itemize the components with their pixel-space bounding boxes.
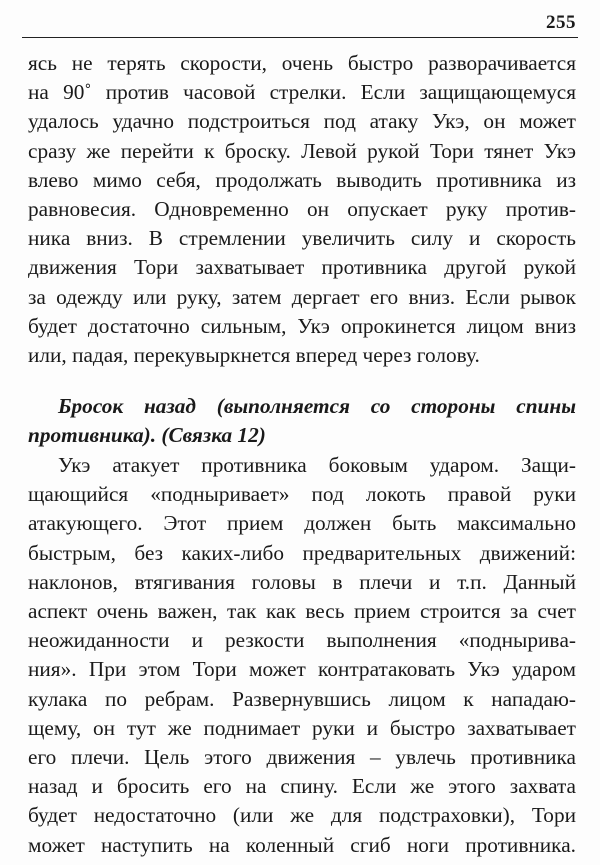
paragraph-continued — [28, 49, 576, 370]
section-heading — [28, 392, 576, 450]
heading-line: Бросок назад (выполняется со стороны спины — [58, 394, 576, 418]
text-line: наклонов, втягивания головы в плечи и т.п. Данный — [28, 569, 576, 594]
text-line: или, падая, перекувыркнется вперед через голову. — [28, 343, 480, 368]
text-line: назад и бросить его на спину. Если же этого захвата — [28, 774, 576, 799]
text-line: ника вниз. В стремлении увеличить силу и скорость — [28, 226, 576, 251]
text-line: неожиданности и резкости выполнения «подныривa- — [28, 628, 576, 653]
text-line: движения Тори захватывает противника другой рукой — [28, 255, 576, 280]
text-line: может наступить на коленный сгиб ноги противника. — [28, 832, 576, 857]
text-line: щему, он тут же поднимает руки и быстро захватывает — [28, 715, 576, 740]
heading-line: противника). (Связка 12) — [28, 423, 266, 448]
text-line: сразу же перейти к броску. Левой рукой Тори тянет Укэ — [28, 138, 576, 163]
page-number: 255 — [546, 12, 576, 33]
text-line: ния». При этом Тори может контратаковать Укэ ударом — [28, 657, 576, 682]
text-line: ясь не терять скорости, очень быстро разворачивается — [28, 51, 576, 75]
text-line: аспект очень важен, так как весь прием строится за счет — [28, 599, 576, 624]
text-line: будет достаточно сильным, Укэ опрокинется лицом вниз — [28, 313, 576, 338]
text-line: за одежду или руку, затем дергает его вниз. Если рывок — [28, 284, 576, 309]
text-line: будет недостаточно (или же для подстраховки), Тори — [28, 803, 576, 828]
header-rule — [22, 37, 578, 38]
text-line: кулака по ребрам. Развернувшись лицом к нападаю- — [28, 686, 576, 711]
paragraph — [28, 451, 576, 860]
text-line: Укэ атакует противника боковым ударом. Защи- — [58, 453, 576, 477]
text-line: влево мимо себя, продолжать выводить противника из — [28, 167, 576, 192]
text-line: его плечи. Цель этого движения – увлечь противника — [28, 745, 576, 770]
text-line: на 90˚ против часовой стрелки. Если защищающемуся — [28, 80, 576, 105]
text-line: равновесия. Одновременно он опускает руку против- — [28, 197, 576, 222]
text-line: атакующего. Этот прием должен быть максимально — [28, 511, 576, 536]
text-line: удалось удачно подстроиться под атаку Укэ, он может — [28, 109, 576, 134]
text-line: быстрым, без каких-либо предварительных движений: — [28, 540, 576, 565]
text-line: щающийся «подныривает» под локоть правой руки — [28, 482, 576, 507]
